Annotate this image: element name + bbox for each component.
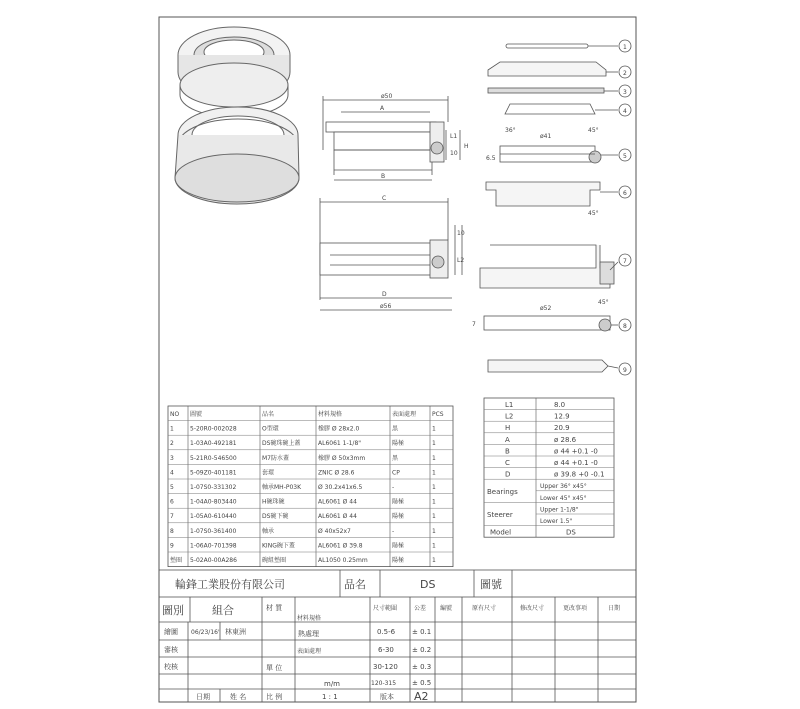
- spec-key: B: [505, 447, 510, 456]
- parts-cell: 陽極: [392, 440, 405, 448]
- parts-header-cell: 材料規格: [318, 411, 343, 418]
- parts-cell: 1: [432, 440, 436, 448]
- parts-cell: 墊圈: [170, 557, 183, 564]
- parts-cell: 2: [170, 440, 174, 448]
- parts-header-cell: 品名: [262, 411, 275, 418]
- spec-table: [484, 398, 614, 537]
- parts-cell: 黑: [392, 425, 399, 433]
- parts-cell: 1-04A0-803440: [190, 498, 237, 506]
- dim-ang45c: 45°: [598, 299, 609, 306]
- parts-cell: 橡膠 Ø 50x3mm: [318, 454, 366, 462]
- spec-value: 12.9: [554, 412, 570, 421]
- parts-cell: H碗珠碗: [262, 498, 285, 506]
- parts-cell: 5-02A0-00A286: [190, 557, 237, 564]
- dim-10b: 10: [457, 230, 465, 237]
- parts-cell: 1: [432, 557, 436, 564]
- parts-cell: 1: [170, 425, 174, 433]
- sign-label: 姓 名: [230, 693, 247, 701]
- balloon-2: 2: [623, 70, 627, 77]
- parts-cell: 5-20R0-002028: [190, 425, 237, 433]
- rev-header-orig: 原有尺寸: [472, 605, 497, 612]
- dim-L2: L2: [457, 257, 465, 264]
- drawn-by: 林東洲: [225, 628, 246, 636]
- dim-L1: L1: [450, 133, 458, 140]
- balloon-4: 4: [623, 108, 627, 115]
- dim-ang45a: 45°: [588, 127, 599, 134]
- parts-cell: 5: [170, 484, 174, 491]
- parts-cell: 7: [170, 513, 174, 521]
- parts-cell: ZNIC Ø 28.6: [318, 469, 355, 477]
- parts-cell: DS碗下碗: [262, 513, 289, 521]
- drawing-no-label: 圖號: [480, 578, 502, 591]
- rev-header-date: 日期: [608, 605, 621, 612]
- parts-cell: CP: [392, 469, 400, 477]
- dim-D: D: [382, 291, 387, 298]
- dim-ang45b: 45°: [588, 210, 599, 217]
- balloon-6: 6: [623, 190, 627, 197]
- spec-group-upper: Upper 1-1/8": [540, 506, 579, 514]
- parts-cell: 5-21R0-546500: [190, 454, 237, 462]
- parts-cell: 陽極: [392, 498, 405, 506]
- parts-cell: AL6061 1-1/8": [318, 440, 362, 448]
- parts-cell: 1-07S0-331302: [190, 484, 237, 491]
- parts-header-cell: PCS: [432, 411, 444, 418]
- dim-B: B: [381, 173, 386, 180]
- category-value: 組合: [212, 604, 234, 617]
- tol-range-1: 0.5-6: [377, 628, 396, 636]
- tol-value-3: ± 0.3: [412, 663, 432, 671]
- parts-cell: 1: [432, 527, 436, 535]
- tol-range-3: 30-120: [373, 663, 398, 671]
- parts-cell: 3: [170, 454, 174, 462]
- version-value: A2: [414, 690, 429, 703]
- parts-cell: 1-07S0-361400: [190, 527, 237, 535]
- parts-cell: 陽極: [392, 542, 405, 550]
- parts-cell: 6: [170, 498, 174, 506]
- spec-value: ø 28.6: [554, 435, 577, 444]
- parts-cell: 8: [170, 527, 174, 535]
- parts-cell: 橡膠 Ø 28x2.0: [318, 425, 360, 433]
- spec-group-label: Steerer: [487, 511, 513, 519]
- dim-phi41: ø41: [540, 133, 552, 140]
- parts-cell: Ø 40x52x7: [318, 527, 351, 535]
- parts-cell: 1: [432, 513, 436, 521]
- spec-key: L1: [505, 401, 514, 409]
- rev-header-new: 修改尺寸: [520, 605, 545, 612]
- parts-cell: 1: [432, 542, 436, 550]
- company-name: 輪鋒工業股份有限公司: [175, 578, 285, 591]
- spec-model-value: DS: [566, 528, 576, 537]
- dim-phi50: ø50: [381, 93, 393, 100]
- spec-group-lower: Lower 45° x45°: [540, 494, 587, 502]
- dim-phi52: ø52: [540, 305, 552, 312]
- parts-cell: AL6061 Ø 44: [318, 498, 357, 506]
- parts-cell: 1: [432, 454, 436, 462]
- parts-cell: O型環: [262, 425, 279, 433]
- parts-cell: 9: [170, 542, 174, 550]
- parts-table: [168, 406, 453, 567]
- rev-header-no: 編號: [440, 605, 453, 612]
- spec-group-label: Bearings: [487, 487, 518, 496]
- dim-phi56: ø56: [380, 303, 392, 310]
- date-label: 日期: [196, 693, 210, 701]
- tol-range-4: 120-315: [371, 680, 397, 687]
- exploded-view: [480, 44, 618, 372]
- spec-group-lower: Lower 1.5": [540, 518, 573, 525]
- name-value: DS: [420, 578, 436, 591]
- spec-value: 20.9: [554, 424, 570, 433]
- parts-cell: 套環: [262, 469, 275, 477]
- parts-cell: 4: [170, 469, 174, 477]
- version-label: 版本: [380, 693, 394, 701]
- spec-key: A: [505, 435, 510, 444]
- parts-cell: KING碗下蓋: [262, 542, 295, 550]
- spec-key: D: [505, 470, 511, 479]
- parts-cell: 1-06A0-701398: [190, 542, 237, 550]
- parts-cell: 1: [432, 469, 436, 477]
- spec-value: 8.0: [554, 401, 566, 409]
- spec-model-label: Model: [490, 528, 512, 537]
- tol-value-4: ± 0.5: [412, 679, 432, 687]
- parts-cell: 軸承: [262, 527, 275, 535]
- spec-key: C: [505, 459, 510, 467]
- tol-value-2: ± 0.2: [412, 646, 432, 654]
- drawn-date: 06/23/16': [191, 629, 220, 636]
- parts-cell: 1: [432, 484, 436, 491]
- parts-cell: 黑: [392, 454, 399, 462]
- spec-value: ø 39.8 +0 -0.1: [554, 470, 605, 479]
- dim-6-5: 6.5: [486, 155, 496, 162]
- balloon-3: 3: [623, 89, 627, 96]
- tol-range-2: 6-30: [378, 646, 394, 654]
- parts-cell: 1: [432, 425, 436, 433]
- spec-value: ø 44 +0.1 -0: [554, 459, 598, 467]
- spec-key: H: [505, 424, 511, 433]
- balloon-1: 1: [623, 44, 627, 51]
- dim-ang36: 36°: [505, 127, 516, 134]
- parts-cell: 1-03A0-492181: [190, 440, 237, 448]
- spec-key: L2: [505, 412, 514, 421]
- heat-label: 熱處理: [298, 630, 319, 638]
- check-label: 校核: [164, 663, 178, 671]
- dim-C: C: [382, 195, 387, 202]
- balloon-7: 7: [623, 258, 627, 265]
- unit-value: m/m: [324, 680, 340, 688]
- tol-value-1: ± 0.1: [412, 628, 432, 636]
- parts-cell: 1-05A0-610440: [190, 513, 237, 521]
- parts-cell: DS碗珠碗上蓋: [262, 440, 301, 448]
- rev-header-change: 更改事項: [563, 605, 588, 612]
- tol-header-tol: 公差: [414, 605, 427, 612]
- balloon-8: 8: [623, 323, 627, 330]
- dim-7: 7: [472, 321, 476, 328]
- parts-cell: 1: [432, 498, 436, 506]
- parts-header-cell: 圖號: [190, 411, 203, 418]
- tol-header-range: 尺寸範圍: [373, 605, 398, 612]
- surface-label: 表面處理: [297, 648, 322, 655]
- parts-cell: 碗組墊圈: [262, 557, 287, 564]
- dim-10a: 10: [450, 150, 458, 157]
- parts-cell: 陽極: [392, 557, 405, 564]
- material-label: 材 質: [266, 604, 283, 612]
- spec-value: ø 44 +0.1 -0: [554, 447, 598, 456]
- parts-cell: 5-09Z0-401181: [190, 469, 237, 477]
- category-label: 圖別: [162, 604, 184, 617]
- dim-A: A: [380, 105, 385, 112]
- parts-cell: AL6061 Ø 44: [318, 513, 357, 521]
- review-label: 審核: [164, 646, 178, 654]
- parts-cell: 軸承MH-P03K: [262, 484, 302, 491]
- balloon-5: 5: [623, 153, 627, 160]
- parts-header-cell: NO: [170, 411, 180, 418]
- parts-cell: AL6061 Ø 39.8: [318, 542, 363, 550]
- headset-3d-render: [175, 27, 299, 204]
- parts-cell: AL1050 0.25mm: [318, 557, 368, 564]
- parts-cell: -: [392, 527, 395, 535]
- parts-header-cell: 表面處理: [392, 411, 417, 418]
- scale-value: 1 : 1: [322, 693, 338, 701]
- parts-cell: -: [392, 484, 395, 491]
- spec-label: 材料規格: [297, 615, 322, 622]
- scale-label: 比 例: [266, 693, 283, 701]
- dim-H: H: [464, 143, 469, 150]
- parts-cell: M7防水蓋: [262, 454, 289, 462]
- parts-cell: 陽極: [392, 513, 405, 521]
- spec-group-upper: Upper 36° x45°: [540, 483, 587, 491]
- name-label: 品名: [344, 578, 366, 591]
- unit-label: 單 位: [266, 664, 283, 672]
- parts-cell: Ø 30.2x41x6.5: [318, 484, 363, 491]
- drawn-label: 繪圖: [164, 628, 178, 636]
- balloon-9: 9: [623, 367, 627, 374]
- lower-cup-section: [320, 198, 465, 310]
- upper-cup-section: [323, 96, 460, 180]
